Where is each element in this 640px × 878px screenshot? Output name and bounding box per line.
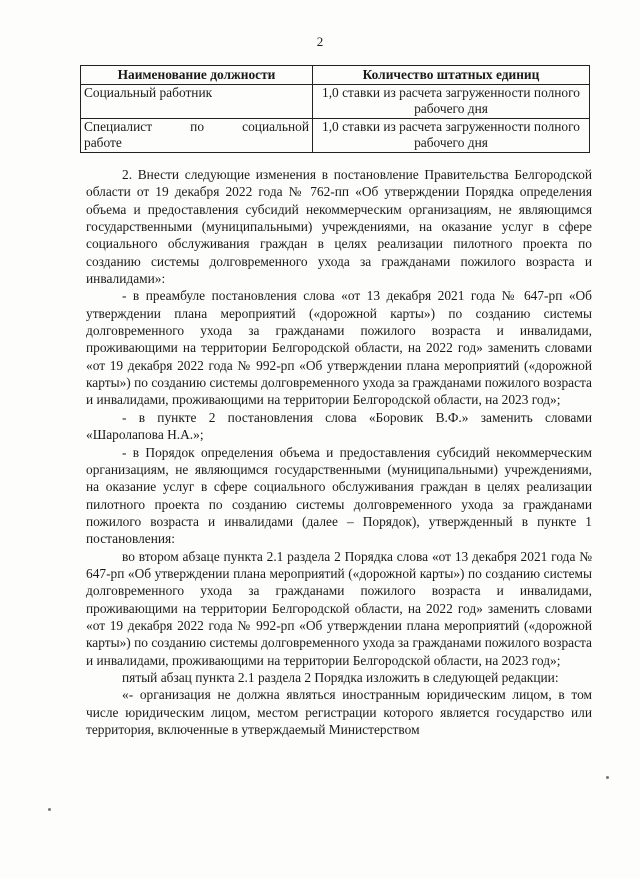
position-cell-line2: работе	[84, 135, 122, 150]
quantity-cell: 1,0 ставки из расчета загруженности полного рабочего дня	[313, 119, 590, 153]
position-cell: Социальный работник	[81, 85, 313, 119]
position-cell	[81, 119, 313, 153]
quantity-cell: 1,0 ставки из расчета загруженности полного рабочего дня	[313, 85, 590, 119]
paragraph: - в преамбуле постановления слова «от 13 декабря 2021 года № 647-рп «Об утверждении плана мероприятий («дорожной карты») по созданию системы долговременного ухода за гражданами пожилого возраста и инвалидами, проживающими на территории Белгородской области, на 2022 год» заменить словами «от 19 декабря 2022 года № 992-рп «Об утверждении плана мероприятий («дорожной карты») по созданию системы долговременного ухода за гражданами пожилого возраста и инвалидами, проживающими на территории Белгородской области, на 2023 год»;	[86, 288, 592, 408]
table-row	[81, 119, 590, 153]
table-header-row	[81, 66, 590, 85]
paragraph: 2. Внести следующие изменения в постановление Правительства Белгородской области от 19 декабря 2022 года № 762-пп «Об утверждении Порядка определения объема и предоставления субсидий некоммерческим организациям, не являющимся государственными (муниципальными) учреждениями, на оказание услуг в сфере социального обслуживания граждан в целях реализации пилотного проекта по созданию системы долговременного ухода за гражданами пожилого возраста и инвалидами»:	[86, 167, 592, 287]
paragraph: - в пункте 2 постановления слова «Боровик В.Ф.» заменить словами «Шаролапова Н.А.»;	[86, 409, 592, 443]
staff-positions-table	[80, 65, 590, 153]
paragraph: «- организация не должна являться иностранным юридическим лицом, в том числе юридическим лицом, местом регистрации которого является государство или территория, включенные в утверждаемый Министерством	[86, 687, 592, 737]
position-cell-line1: Специалист по социальной	[84, 119, 309, 134]
paragraph: во втором абзаце пункта 2.1 раздела 2 Порядка слова «от 13 декабря 2021 года № 647-рп «Об утверждении плана мероприятий («дорожной карты») по созданию системы долговременного ухода за гражданами пожилого возраста и инвалидами, проживающими на территории Белгородской области, на 2022 год» заменить словами «от 19 декабря 2022 года № 992-рп «Об утверждении плана мероприятий («дорожной карты») по созданию системы долговременного ухода за гражданами пожилого возраста и инвалидами, проживающими на территории Белгородской области, на 2023 год»;	[86, 548, 592, 668]
document-body	[86, 166, 592, 738]
table-row	[81, 85, 590, 119]
paragraph: пятый абзац пункта 2.1 раздела 2 Порядка изложить в следующей редакции:	[122, 669, 559, 685]
scan-speck	[606, 776, 609, 779]
paragraph: - в Порядок определения объема и предоставления субсидий некоммерческим организациям, не являющимся государственными (муниципальными) учреждениями, на оказание услуг в сфере социального обслуживания граждан в целях реализации пилотного проекта по созданию системы долговременного ухода за гражданами пожилого возраста и инвалидами (далее – Порядок), утвержденный в пункте 1 постановления:	[86, 444, 592, 547]
header-position-name: Наименование должности	[81, 66, 313, 85]
header-staff-units: Количество штатных единиц	[313, 66, 590, 85]
scan-speck	[48, 808, 51, 811]
page-number: 2	[316, 34, 324, 49]
